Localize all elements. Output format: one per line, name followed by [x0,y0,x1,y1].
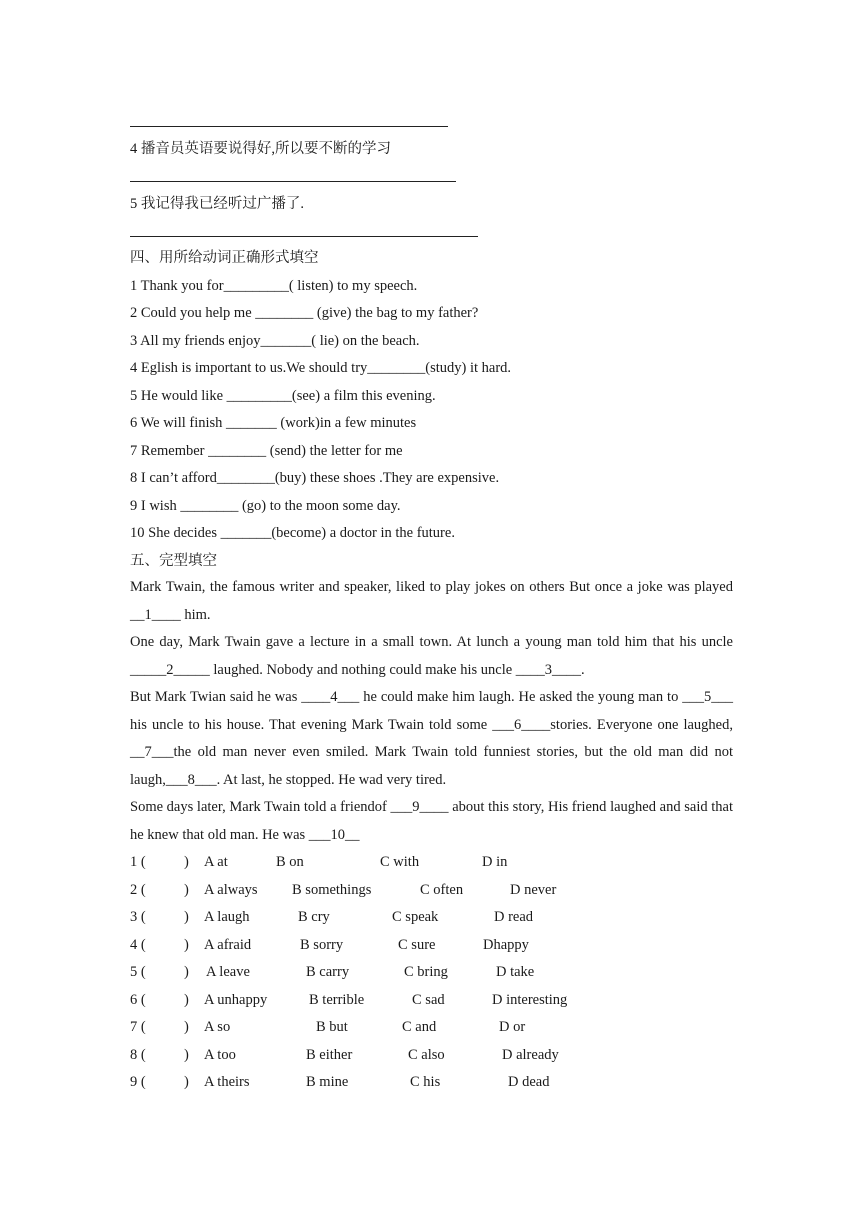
answer-bracket: ) [184,1019,189,1035]
translation-item: 5 我记得我已经听过广播了. [130,196,304,212]
exercise-item: 9 I wish ________ (go) to the moon some day. [130,498,401,514]
choice-b: B either [306,1047,353,1063]
choice-a: A leave [206,964,250,980]
choice-a: A so [204,1019,231,1035]
exercise-item: 8 I can’t afford________(buy) these shoes .They are expensive. [130,470,500,486]
choice-d: D never [510,882,557,898]
choice-b: B somethings [292,882,372,898]
choice-b: B terrible [309,992,365,1008]
choice-d: D already [502,1047,559,1063]
exercise-item: 2 Could you help me ________ (give) the bag to my father? [130,305,479,321]
option-row [130,880,733,900]
question-number: 5 ( [130,964,146,980]
choice-d: Dhappy [483,937,529,953]
option-row [130,1072,733,1092]
answer-bracket: ) [184,882,189,898]
choice-b: B on [276,854,304,870]
choice-d: D take [496,964,535,980]
exercise-item: 4 Eglish is important to us.We should try________(study) it hard. [130,360,512,376]
answer-bracket: ) [184,937,189,953]
choice-c: C also [408,1047,445,1063]
choice-c: C often [420,882,464,898]
choice-a: A at [204,854,228,870]
option-row [130,990,733,1010]
choice-c: C his [410,1074,441,1090]
choice-c: C sad [412,992,445,1008]
answer-line [130,181,456,182]
exercise-item: 5 He would like _________(see) a film this evening. [130,388,436,404]
choice-c: C and [402,1019,437,1035]
choice-a: A theirs [204,1074,250,1090]
option-row [130,1045,733,1065]
choice-c: C bring [404,964,448,980]
cloze-paragraph: But Mark Twian said he was ____4___ he could make him laugh. He asked the young man to ___5___ his uncle to his house. That evening Mark Twain told some ___6____stories. Everyone one laughed, __7___the old man never even smiled. Mark Twain told funniest stories, but the old man did not laugh,___8___. At last, he stopped. He wad very tired. [130,689,733,788]
choice-c: C speak [392,909,439,925]
question-number: 3 ( [130,909,146,925]
answer-bracket: ) [184,992,189,1008]
section-heading: 四、用所给动词正确形式填空 [130,250,319,266]
choice-a: A unhappy [204,992,268,1008]
answer-bracket: ) [184,909,189,925]
choice-c: C with [380,854,420,870]
question-number: 8 ( [130,1047,146,1063]
option-row [130,962,733,982]
cloze-paragraph: One day, Mark Twain gave a lecture in a small town. At lunch a young man told him that his uncle _____2_____ laughed. Nobody and nothing could make his uncle ____3____. [130,634,733,678]
question-number: 6 ( [130,992,146,1008]
option-row [130,907,733,927]
section-heading: 五、完型填空 [130,553,217,569]
answer-bracket: ) [184,1047,189,1063]
answer-bracket: ) [184,854,189,870]
exercise-item: 1 Thank you for_________( listen) to my speech. [130,278,418,294]
question-number: 4 ( [130,937,146,953]
choice-d: D interesting [492,992,568,1008]
answer-line [130,236,478,237]
choice-a: A too [204,1047,236,1063]
answer-line [130,126,448,127]
question-number: 1 ( [130,854,146,870]
exercise-item: 3 All my friends enjoy_______( lie) on the beach. [130,333,420,349]
choice-b: B cry [298,909,330,925]
choice-a: A afraid [204,937,252,953]
option-row [130,935,733,955]
choice-b: B sorry [300,937,344,953]
choice-d: D dead [508,1074,550,1090]
choice-a: A laugh [204,909,250,925]
choice-b: B but [316,1019,348,1035]
exercise-item: 10 She decides _______(become) a doctor in the future. [130,525,455,541]
option-row [130,852,733,872]
exercise-item: 6 We will finish _______ (work)in a few minutes [130,415,417,431]
exercise-item: 7 Remember ________ (send) the letter for me [130,443,403,459]
choice-d: D read [494,909,534,925]
option-row [130,1017,733,1037]
choice-d: D or [499,1019,526,1035]
answer-bracket: ) [184,964,189,980]
choice-d: D in [482,854,508,870]
choice-b: B mine [306,1074,349,1090]
cloze-paragraph: Mark Twain, the famous writer and speaker, liked to play jokes on others But once a joke was played __1____ him. [130,579,733,623]
choice-a: A always [204,882,258,898]
translation-item: 4 播音员英语要说得好,所以要不断的学习 [130,141,391,157]
cloze-paragraph: Some days later, Mark Twain told a friendof ___9____ about this story, His friend laughed and said that he knew that old man. He was ___10__ [130,799,733,843]
question-number: 2 ( [130,882,146,898]
choice-b: B carry [306,964,350,980]
answer-bracket: ) [184,1074,189,1090]
choice-c: C sure [398,937,436,953]
question-number: 9 ( [130,1074,146,1090]
question-number: 7 ( [130,1019,146,1035]
